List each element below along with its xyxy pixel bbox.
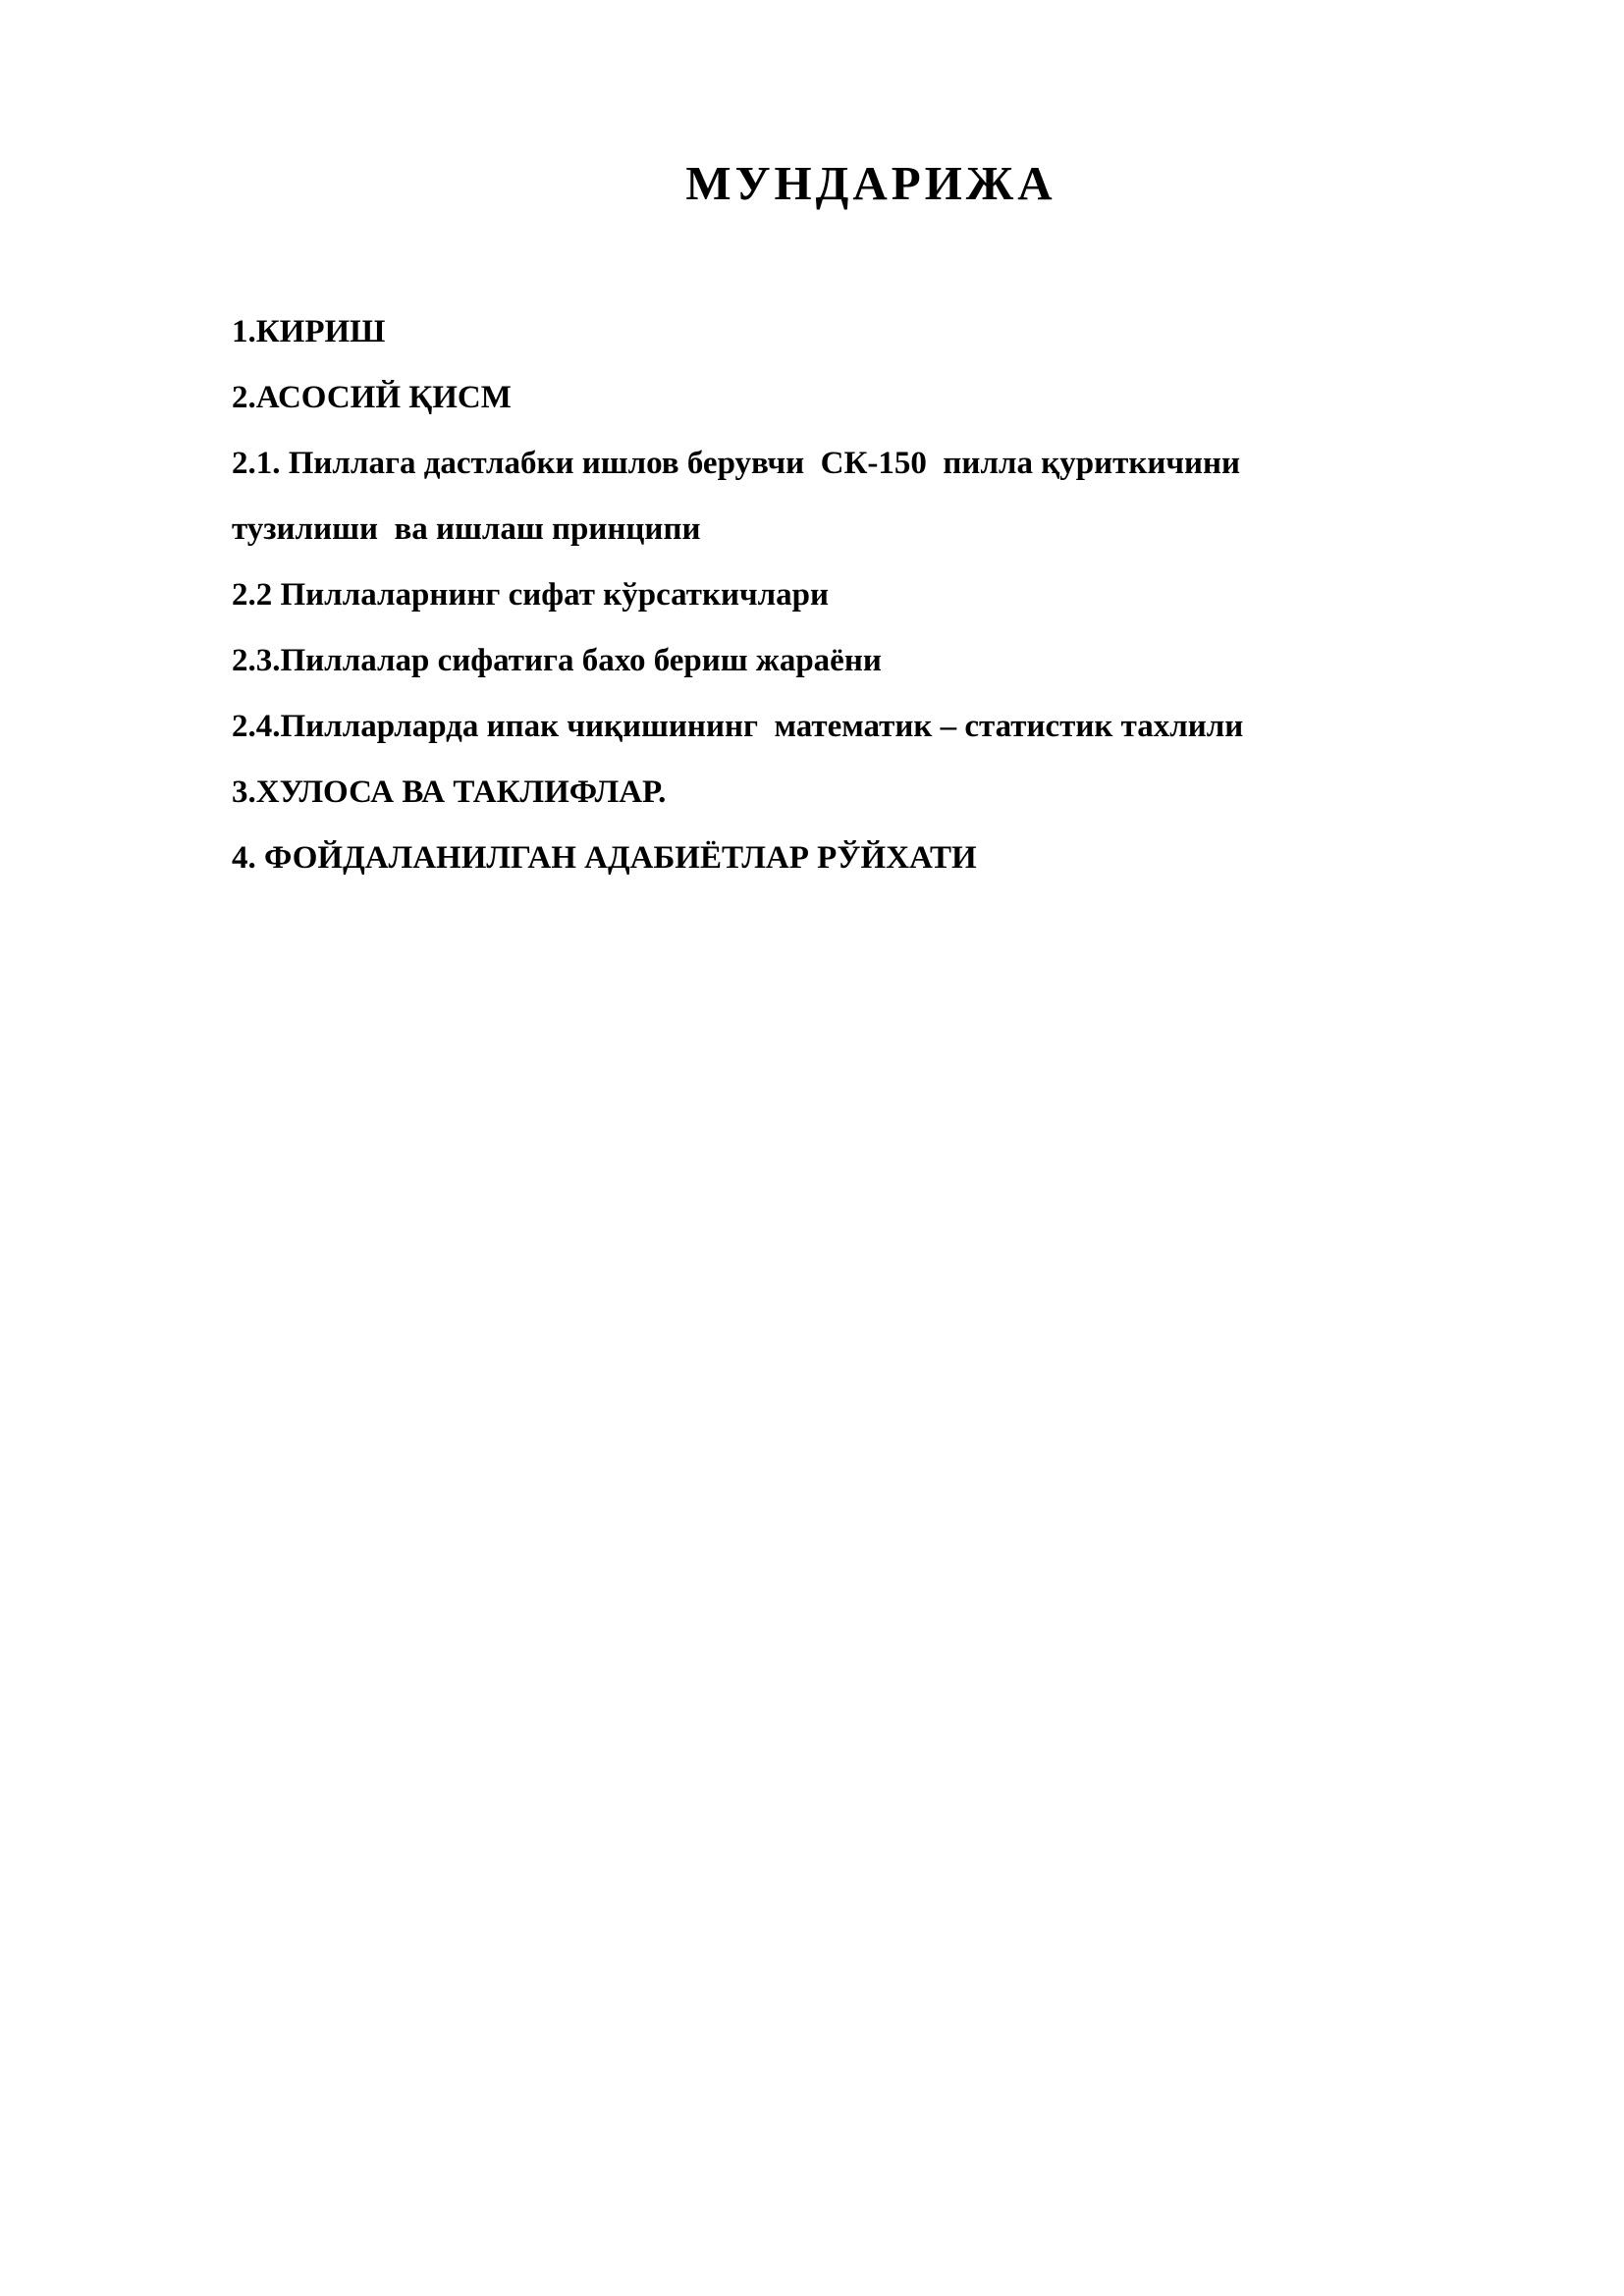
toc-item-main-part: 2.АСОСИЙ ҚИСМ — [232, 380, 512, 415]
toc-item-references: 4. ФОЙДАЛАНИЛГАН АДАБИЁТЛАР РЎЙХАТИ — [232, 840, 977, 876]
toc-item-conclusions: 3.ХУЛОСА ВА ТАКЛИФЛАР. — [232, 774, 667, 810]
toc-item-section-2-2: 2.2 Пиллаларнинг сифат кўрсаткичлари — [232, 577, 830, 613]
page-title: МУНДАРИЖА — [685, 156, 1056, 210]
toc-item-section-2-3: 2.3.Пиллалар сифатига бахо бериш жараёни — [232, 643, 882, 678]
toc-item-section-2-1-continued: тузилиши ва ишлаш принципи — [232, 511, 701, 547]
toc-item-section-2-1: 2.1. Пиллага дастлабки ишлов берувчи СК-150 пилла қуриткичини — [232, 446, 1240, 481]
toc-item-introduction: 1.КИРИШ — [232, 314, 386, 349]
toc-item-section-2-4: 2.4.Пилларларда ипак чиқишининг математик – статистик тахлили — [232, 709, 1244, 744]
table-of-contents — [232, 299, 1508, 891]
